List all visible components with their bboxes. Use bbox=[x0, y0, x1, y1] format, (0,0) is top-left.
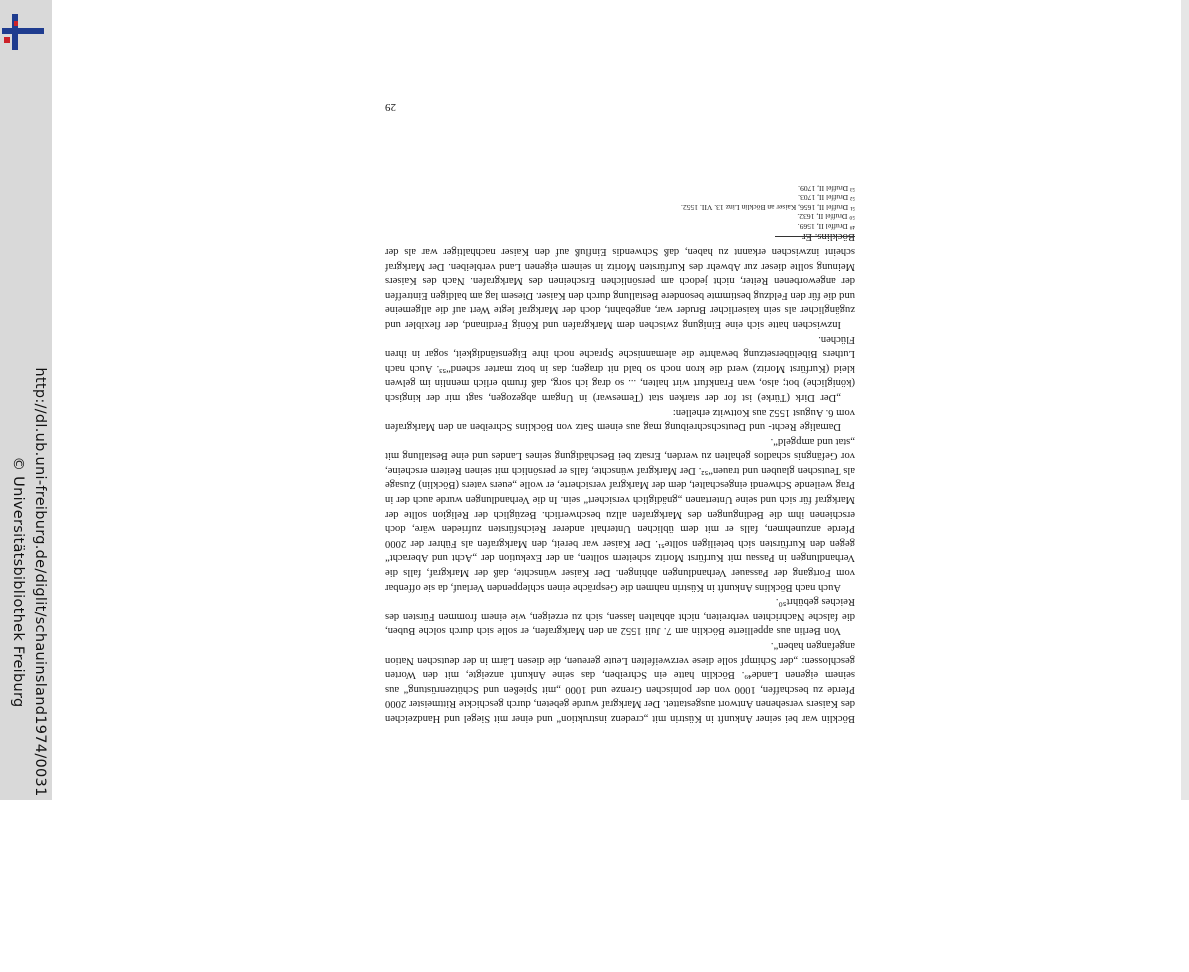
footnote-divider bbox=[775, 236, 855, 237]
footnote: ⁵³ Druffel II, 1709. bbox=[798, 183, 855, 193]
sidebar bbox=[0, 0, 52, 800]
paragraph: Böcklin war bei seiner Ankunft in Küstrin mit „credenz instruktion“ und einer mit Siegel und Handzeichen des Kaisers versehenen Antwort ausgestattet. Der Markgraf wurde gebeten, durch geschickte Rittmeister 2000 Pferde zu beschaffen, 1000 von der polnischen Grenze und 1000 „mit Spießen und Schützenrüstung“ aus seinem eigenen Lande⁴⁹. Böcklin hatte ein Schreiben, das seine Ankunft anzeigte, mit den Worten geschlossen: „der Schimpf solle diese verzweifelten Leute gereuen, die diesen Lärm in der deutschen Nation angefangen haben“. bbox=[385, 640, 855, 724]
paragraph: „Der Dirk (Türke) ist for der starken stat (Temeswar) in Ungarn abgezogen, sagt mir der kingisch (königliche) bot; also, wan Frankfurt wirt halten, ... so drag ich sorg, daß frumb erlich mennlin im gelwen kleid (Kurfürst Moritz) werd die kron noch so bald nit dragen; das in botz marter schend“⁵³. Auch nach Luthers Bibelübersetzung bewahrte die alemannische Sprache noch ihre Eigenständigkeit, sogar in ihren Flüchen. bbox=[385, 333, 855, 403]
footnote: ⁴⁹ Druffel II, 1569. bbox=[797, 222, 855, 231]
book-page bbox=[385, 65, 855, 725]
footnotes bbox=[395, 183, 855, 231]
footnote: ⁵¹ Druffel II, 1656, Kaiser an Böcklin Linz 13. VII. 1552. bbox=[681, 202, 855, 212]
paragraph: Damalige Recht- und Deutschschreibung mag aus einem Satz von Böcklins Schreiben an den Markgrafen vom 6. August 1552 aus Kottwitz erhellen: bbox=[385, 406, 855, 433]
paragraph: Von Berlin aus appellierte Böcklin am 7. Juli 1552 an den Markgrafen, er solle sich durch solche Buben, die falsche Nachrichten verbreiten, nicht abhalten lassen, sich zu erzeigen, wie einem frommen Fürsten des Reiches gebührt⁵⁰. bbox=[385, 596, 855, 637]
paragraph: Auch nach Böcklins Ankunft in Küstrin nahmen die Gespräche einen schleppenden Verlauf, da sie offenbar vom Fortgang der Passauer Verhandlungen abhingen. Der Kaiser wünschte, daß der Markgraf, falls die Verhandlungen in Passau mit Kurfürst Moritz scheitern sollten, an der Exekution der „Acht und Aberacht“ gegen den Kurfürsten sich beteiligen sollte⁵¹. Der Kaiser war bereit, den Markgrafen als Führer der 2000 Pferde anzunehmen, falls er mit dem üblichen Unterhalt anderer Reichsfürsten zufrieden wäre, doch erschienen ihm die Bedingungen des Markgrafen allzu beschwerlich. Bezüglich der Religion sollte der Markgraf für sich und seine Untertanen „gnädiglich versichert“ sein. In die Verhandlungen wurde auch der in Prag weilende Schwendi eingeschaltet, dem der Markgraf versicherte, er wolle „euers vaters (Böcklin) Zusage als Teutschen glauben und trauen“⁵². Der Markgraf wünschte, falls er persönlich mit seinen Reitern erscheine, vor Gefängnis schadlos gehalten zu werden, Ersatz bei Beschädigung seines Landes und eine Bestallung mit „stat und ampgeld“. bbox=[385, 435, 855, 593]
source-url[interactable]: http://dl.ub.uni-freiburg.de/diglit/schauinsland1974/0031 bbox=[32, 367, 48, 797]
university-library-logo-icon bbox=[2, 14, 44, 50]
copyright-notice: © Universitätsbibliothek Freiburg bbox=[10, 456, 26, 708]
page-number: 29 bbox=[385, 101, 396, 113]
source-info bbox=[1, 192, 51, 972]
footnote: ⁵² Druffel II, 1703. bbox=[798, 193, 855, 203]
paragraph: Inzwischen hatte sich eine Einigung zwischen dem Markgrafen und König Ferdinand, der flexibler und zugänglicher als sein kaiserlicher Bruder war, angebahnt, doch der Markgraf legte Wert auf die allgemeine und die für den Feldzug bestimmte besondere Bestallung durch den Kaiser. Diesem lag am baldigen Eintreffen der angeworbenen Reiter, nicht jedoch am persönlichen Erscheinen des Markgrafen. Nach des Kaisers Meinung sollte dieser zur Abwehr des Kurfürsten Moritz in seinem eigenen Land verbleiben. Der Markgraf scheint inzwischen erkannt zu haben, daß Schwendis Einfluß auf den Kaiser nachhaltiger war als der Böcklins. Er bbox=[385, 231, 855, 330]
footnote: ⁵⁰ Druffel II, 1632. bbox=[797, 212, 855, 222]
scrollbar-track[interactable] bbox=[1181, 0, 1189, 800]
page-body bbox=[385, 229, 855, 725]
